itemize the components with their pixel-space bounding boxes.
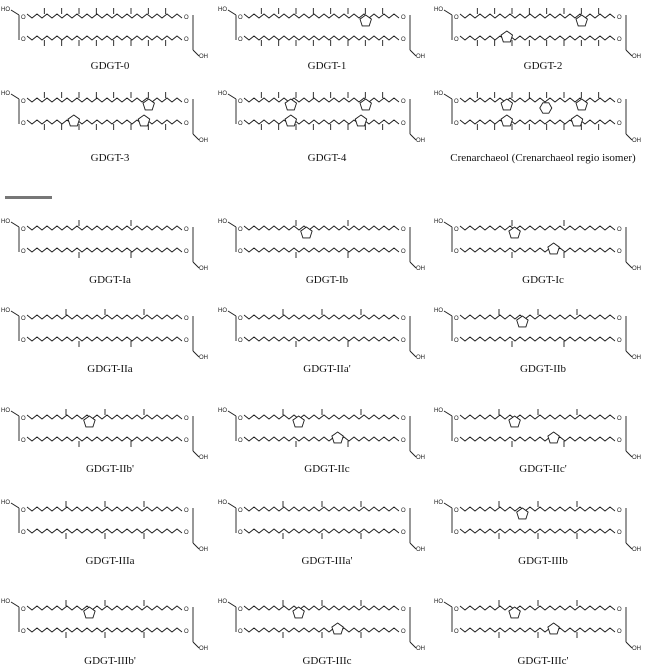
gdgt-iic-prime-skeleton: [434, 405, 641, 461]
gdgt-4-label: GDGT-4: [307, 152, 347, 164]
ether-oxygen-label: O: [184, 508, 189, 514]
gdgt-iiia-skeleton: [1, 497, 208, 553]
gdgt-iiic-prime-structure: [434, 596, 648, 669]
alkyl-chain: [460, 628, 615, 632]
ether-oxygen-label: O: [21, 249, 26, 255]
ether-oxygen-label: O: [617, 629, 622, 635]
terminal-hydroxyl-label: OH: [199, 138, 208, 144]
alkyl-chain: [460, 226, 615, 230]
gdgt-iib-prime-structure: [1, 405, 215, 477]
gdgt-iia-prime-label: GDGT-IIa': [303, 363, 351, 375]
ether-oxygen-label: O: [184, 416, 189, 422]
cyclopentane-ring: [138, 115, 149, 126]
hydroxyl-label: HO: [218, 219, 227, 225]
gdgt-iiib-prime-structure: [1, 596, 215, 669]
alkyl-chain: [244, 248, 399, 252]
ether-oxygen-label: O: [238, 316, 243, 322]
alkyl-chain: [244, 14, 399, 18]
gdgt-iia-label: GDGT-IIa: [87, 363, 133, 375]
cyclopentane-ring: [332, 623, 343, 634]
gdgt-iiia-prime-structure: [218, 497, 432, 569]
alkyl-chain: [27, 36, 182, 40]
terminal-hydroxyl-label: OH: [199, 54, 208, 60]
gdgt-iiib-prime-label: GDGT-IIIb': [84, 655, 136, 667]
gdgt-iiic-prime-skeleton: [434, 596, 641, 652]
ether-oxygen-label: O: [401, 338, 406, 344]
gdgt-ib-structure: [218, 216, 432, 288]
gdgt-iia-prime-structure: [218, 305, 432, 377]
ether-oxygen-label: O: [617, 438, 622, 444]
gdgt-iia-skeleton: [1, 305, 208, 361]
hydroxyl-label: HO: [1, 219, 10, 225]
ether-oxygen-label: O: [401, 249, 406, 255]
alkyl-chain: [244, 98, 399, 102]
alkyl-chain: [244, 120, 399, 124]
ether-oxygen-label: O: [184, 338, 189, 344]
hydroxyl-label: HO: [218, 408, 227, 414]
gdgt-iic-skeleton: [218, 405, 425, 461]
gdgt-2-structure: [434, 4, 648, 74]
cyclopentane-ring: [293, 607, 304, 618]
alkyl-chain: [460, 529, 615, 533]
crenarchaeol-label: Crenarchaeol (Crenarchaeol regio isomer): [450, 152, 636, 164]
ether-oxygen-label: O: [401, 508, 406, 514]
ether-oxygen-label: O: [184, 15, 189, 21]
gdgt-ic-structure: [434, 216, 648, 288]
ether-oxygen-label: O: [454, 99, 459, 105]
terminal-hydroxyl-label: OH: [199, 455, 208, 461]
gdgt-iiib-label: GDGT-IIIb: [518, 555, 568, 567]
alkyl-chain: [460, 14, 615, 18]
gdgt-iib-label: GDGT-IIb: [519, 363, 567, 375]
gdgt-iib-structure: [434, 305, 648, 377]
hydroxyl-label: HO: [434, 599, 443, 605]
alkyl-chain: [27, 98, 182, 102]
ether-oxygen-label: O: [21, 508, 26, 514]
ether-oxygen-label: O: [21, 37, 26, 43]
terminal-hydroxyl-label: OH: [199, 355, 208, 361]
ether-oxygen-label: O: [21, 99, 26, 105]
alkyl-chain: [244, 606, 399, 610]
gdgt-4-structure: [218, 88, 432, 166]
hydroxyl-label: HO: [1, 91, 10, 97]
terminal-hydroxyl-label: OH: [199, 266, 208, 272]
cyclopentane-ring: [509, 416, 520, 427]
ether-oxygen-label: O: [238, 508, 243, 514]
alkyl-chain: [460, 36, 615, 40]
terminal-hydroxyl-label: OH: [632, 455, 641, 461]
alkyl-chain: [27, 437, 182, 441]
gdgt-0-skeleton: [1, 4, 208, 60]
ether-oxygen-label: O: [21, 629, 26, 635]
alkyl-chain: [27, 507, 182, 511]
crenarchaeol-skeleton: [434, 88, 641, 144]
ether-oxygen-label: O: [401, 416, 406, 422]
hydroxyl-label: HO: [218, 500, 227, 506]
cyclopentane-ring: [143, 99, 154, 110]
gdgt-iiic-structure: [218, 596, 432, 669]
ether-oxygen-label: O: [454, 227, 459, 233]
alkyl-chain: [460, 98, 615, 102]
ether-oxygen-label: O: [401, 15, 406, 21]
alkyl-chain: [244, 507, 399, 511]
hydroxyl-label: HO: [218, 7, 227, 13]
ether-oxygen-label: O: [454, 438, 459, 444]
gdgt-ib-skeleton: [218, 216, 425, 272]
ether-oxygen-label: O: [184, 316, 189, 322]
gdgt-iic-label: GDGT-IIc: [304, 463, 350, 475]
alkyl-chain: [460, 437, 615, 441]
gdgt-iiic-skeleton: [218, 596, 425, 652]
alkyl-chain: [460, 507, 615, 511]
ether-oxygen-label: O: [238, 438, 243, 444]
ether-oxygen-label: O: [401, 530, 406, 536]
ether-oxygen-label: O: [454, 249, 459, 255]
hydroxyl-label: HO: [434, 308, 443, 314]
gdgt-ia-structure: [1, 216, 215, 288]
gdgt-iic-prime-label: GDGT-IIc': [519, 463, 567, 475]
alkyl-chain: [460, 415, 615, 419]
cyclopentane-ring: [501, 31, 512, 42]
alkyl-chain: [244, 315, 399, 319]
ether-oxygen-label: O: [617, 316, 622, 322]
gdgt-iia-structure: [1, 305, 215, 377]
terminal-hydroxyl-label: OH: [632, 547, 641, 553]
gdgt-iia-prime-skeleton: [218, 305, 425, 361]
terminal-hydroxyl-label: OH: [632, 646, 641, 652]
hydroxyl-label: HO: [434, 408, 443, 414]
gdgt-1-label: GDGT-1: [307, 60, 347, 72]
hydroxyl-label: HO: [218, 308, 227, 314]
terminal-hydroxyl-label: OH: [416, 54, 425, 60]
hydroxyl-label: HO: [1, 7, 10, 13]
ether-oxygen-label: O: [238, 15, 243, 21]
ether-oxygen-label: O: [617, 607, 622, 613]
ether-oxygen-label: O: [617, 338, 622, 344]
hydroxyl-label: HO: [1, 599, 10, 605]
gdgt-iib-skeleton: [434, 305, 641, 361]
cyclopentane-ring: [285, 115, 296, 126]
ether-oxygen-label: O: [401, 121, 406, 127]
gdgt-2-label: GDGT-2: [523, 60, 563, 72]
terminal-hydroxyl-label: OH: [632, 266, 641, 272]
hydroxyl-label: HO: [434, 219, 443, 225]
ether-oxygen-label: O: [184, 530, 189, 536]
alkyl-chain: [27, 415, 182, 419]
gdgt-iib-prime-skeleton: [1, 405, 208, 461]
ether-oxygen-label: O: [454, 530, 459, 536]
crenarchaeol-structure: [434, 88, 648, 166]
ether-oxygen-label: O: [617, 121, 622, 127]
ether-oxygen-label: O: [238, 249, 243, 255]
alkyl-chain: [27, 120, 182, 124]
ether-oxygen-label: O: [238, 530, 243, 536]
alkyl-chain: [27, 529, 182, 533]
cyclopentane-ring: [576, 15, 587, 26]
cyclopentane-ring: [509, 227, 520, 238]
ether-oxygen-label: O: [401, 629, 406, 635]
alkyl-chain: [27, 606, 182, 610]
gdgt-iiic-prime-label: GDGT-IIIc': [517, 655, 569, 667]
alkyl-chain: [27, 628, 182, 632]
hydroxyl-label: HO: [218, 91, 227, 97]
ether-oxygen-label: O: [454, 316, 459, 322]
ether-oxygen-label: O: [21, 15, 26, 21]
section-divider: [5, 196, 52, 199]
ether-oxygen-label: O: [617, 99, 622, 105]
ether-oxygen-label: O: [21, 530, 26, 536]
cyclopentane-ring: [360, 15, 371, 26]
gdgt-4-skeleton: [218, 88, 425, 144]
hydroxyl-label: HO: [1, 308, 10, 314]
ether-oxygen-label: O: [401, 227, 406, 233]
gdgt-iiia-prime-skeleton: [218, 497, 425, 553]
gdgt-iiib-prime-skeleton: [1, 596, 208, 652]
ether-oxygen-label: O: [184, 121, 189, 127]
cyclopentane-ring: [293, 416, 304, 427]
cyclopentane-ring: [355, 115, 366, 126]
terminal-hydroxyl-label: OH: [199, 547, 208, 553]
ether-oxygen-label: O: [617, 416, 622, 422]
alkyl-chain: [27, 337, 182, 341]
ether-oxygen-label: O: [21, 316, 26, 322]
cyclopentane-ring: [548, 243, 559, 254]
alkyl-chain: [244, 529, 399, 533]
ether-oxygen-label: O: [454, 338, 459, 344]
hydroxyl-label: HO: [434, 91, 443, 97]
ether-oxygen-label: O: [21, 121, 26, 127]
gdgt-iic-prime-structure: [434, 405, 648, 477]
ether-oxygen-label: O: [238, 416, 243, 422]
alkyl-chain: [244, 337, 399, 341]
gdgt-2-skeleton: [434, 4, 641, 60]
ether-oxygen-label: O: [238, 338, 243, 344]
ether-oxygen-label: O: [617, 227, 622, 233]
ether-oxygen-label: O: [21, 607, 26, 613]
cyclopentane-ring: [360, 99, 371, 110]
ether-oxygen-label: O: [238, 37, 243, 43]
terminal-hydroxyl-label: OH: [632, 54, 641, 60]
terminal-hydroxyl-label: OH: [199, 646, 208, 652]
ether-oxygen-label: O: [454, 629, 459, 635]
gdgt-0-structure: [1, 4, 215, 74]
alkyl-chain: [244, 226, 399, 230]
terminal-hydroxyl-label: OH: [632, 138, 641, 144]
ether-oxygen-label: O: [401, 438, 406, 444]
hydroxyl-label: HO: [434, 500, 443, 506]
ether-oxygen-label: O: [454, 37, 459, 43]
ether-oxygen-label: O: [454, 121, 459, 127]
alkyl-chain: [27, 248, 182, 252]
gdgt-ib-label: GDGT-Ib: [305, 274, 349, 286]
gdgt-iiib-skeleton: [434, 497, 641, 553]
gdgt-ia-label: GDGT-Ia: [89, 274, 131, 286]
cyclopentane-ring: [68, 115, 79, 126]
ether-oxygen-label: O: [184, 249, 189, 255]
terminal-hydroxyl-label: OH: [416, 646, 425, 652]
ether-oxygen-label: O: [238, 227, 243, 233]
ether-oxygen-label: O: [184, 99, 189, 105]
gdgt-iic-structure: [218, 405, 432, 477]
cyclopentane-ring: [548, 623, 559, 634]
cyclopentane-ring: [571, 115, 582, 126]
ether-oxygen-label: O: [184, 607, 189, 613]
hydroxyl-label: HO: [1, 408, 10, 414]
ether-oxygen-label: O: [401, 607, 406, 613]
terminal-hydroxyl-label: OH: [416, 266, 425, 272]
terminal-hydroxyl-label: OH: [632, 355, 641, 361]
alkyl-chain: [460, 606, 615, 610]
gdgt-3-skeleton: [1, 88, 208, 144]
gdgt-ia-skeleton: [1, 216, 208, 272]
cyclohexane-ring: [540, 103, 552, 113]
ether-oxygen-label: O: [184, 37, 189, 43]
alkyl-chain: [460, 315, 615, 319]
gdgt-iiib-structure: [434, 497, 648, 569]
ether-oxygen-label: O: [184, 438, 189, 444]
gdgt-iiia-structure: [1, 497, 215, 569]
ether-oxygen-label: O: [617, 530, 622, 536]
ether-oxygen-label: O: [21, 438, 26, 444]
gdgt-1-skeleton: [218, 4, 425, 60]
alkyl-chain: [27, 226, 182, 230]
cyclopentane-ring: [548, 432, 559, 443]
hydroxyl-label: HO: [1, 500, 10, 506]
terminal-hydroxyl-label: OH: [416, 455, 425, 461]
ether-oxygen-label: O: [238, 99, 243, 105]
ether-oxygen-label: O: [401, 37, 406, 43]
ether-oxygen-label: O: [238, 607, 243, 613]
ether-oxygen-label: O: [617, 15, 622, 21]
ether-oxygen-label: O: [184, 629, 189, 635]
ether-oxygen-label: O: [21, 227, 26, 233]
gdgt-iib-prime-label: GDGT-IIb': [85, 463, 134, 475]
ether-oxygen-label: O: [454, 508, 459, 514]
gdgt-3-structure: [1, 88, 215, 166]
cyclopentane-ring: [509, 607, 520, 618]
ether-oxygen-label: O: [21, 416, 26, 422]
alkyl-chain: [27, 315, 182, 319]
alkyl-chain: [460, 248, 615, 252]
ether-oxygen-label: O: [617, 249, 622, 255]
cyclopentane-ring: [501, 115, 512, 126]
ether-oxygen-label: O: [401, 99, 406, 105]
gdgt-0-label: GDGT-0: [90, 60, 130, 72]
alkyl-chain: [27, 14, 182, 18]
alkyl-chain: [244, 415, 399, 419]
gdgt-iiic-label: GDGT-IIIc: [302, 655, 352, 667]
gdgt-1-structure: [218, 4, 432, 74]
hydroxyl-label: HO: [434, 7, 443, 13]
alkyl-chain: [244, 437, 399, 441]
cyclopentane-ring: [332, 432, 343, 443]
ether-oxygen-label: O: [454, 416, 459, 422]
ether-oxygen-label: O: [184, 227, 189, 233]
ether-oxygen-label: O: [454, 607, 459, 613]
terminal-hydroxyl-label: OH: [416, 138, 425, 144]
alkyl-chain: [460, 120, 615, 124]
gdgt-3-label: GDGT-3: [90, 152, 130, 164]
terminal-hydroxyl-label: OH: [416, 355, 425, 361]
ether-oxygen-label: O: [454, 15, 459, 21]
gdgt-ic-skeleton: [434, 216, 641, 272]
cyclopentane-ring: [576, 99, 587, 110]
alkyl-chain: [244, 36, 399, 40]
ether-oxygen-label: O: [238, 121, 243, 127]
gdgt-iiia-label: GDGT-IIIa: [85, 555, 135, 567]
alkyl-chain: [244, 628, 399, 632]
ether-oxygen-label: O: [617, 508, 622, 514]
alkyl-chain: [460, 337, 615, 341]
hydroxyl-label: HO: [218, 599, 227, 605]
ether-oxygen-label: O: [401, 316, 406, 322]
ether-oxygen-label: O: [21, 338, 26, 344]
ether-oxygen-label: O: [238, 629, 243, 635]
gdgt-ic-label: GDGT-Ic: [522, 274, 564, 286]
gdgt-iiia-prime-label: GDGT-IIIa': [301, 555, 353, 567]
terminal-hydroxyl-label: OH: [416, 547, 425, 553]
ether-oxygen-label: O: [617, 37, 622, 43]
